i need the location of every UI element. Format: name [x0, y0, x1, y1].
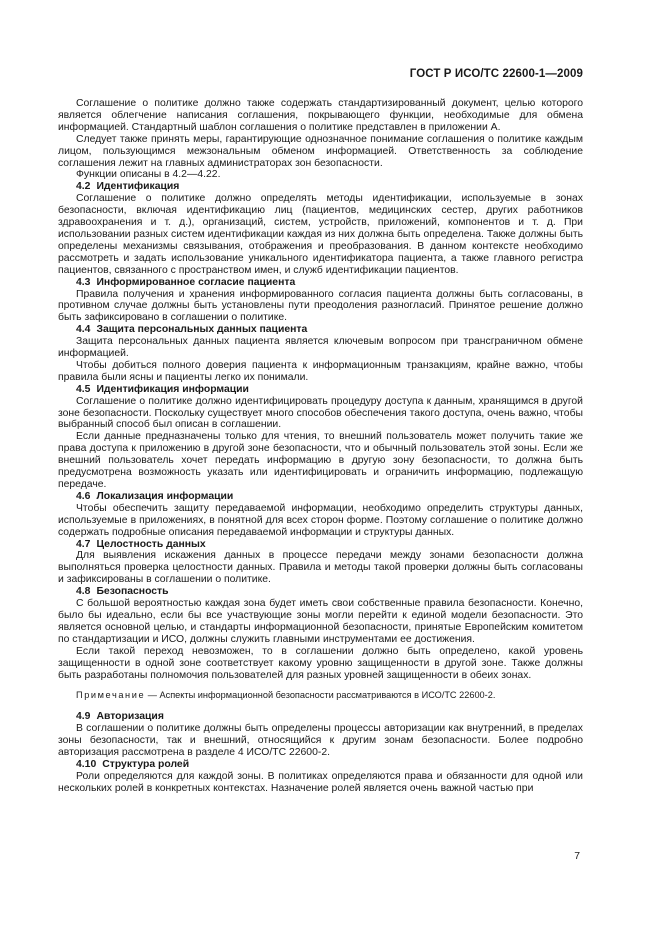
- paragraph: Роли определяются для каждой зоны. В политиках определяются права и обязанности для одной или нескольких ролей в конкретных контекстах. Назначение ролей является очень важной частью при: [58, 770, 583, 794]
- note-label: Примечание: [76, 690, 146, 701]
- section-number: 4.4: [76, 324, 91, 336]
- section-number: 4.2: [76, 181, 91, 193]
- paragraph: С большой вероятностью каждая зона будет иметь свои собственные правила безопасности. Конечно, было бы идеально, если бы все участвующие зоны могли перейти к единой модели безопасности. Это является основной целью, и стандарты информационной безопасности, принятые Европейским комитетом по стандартизации и ИСО, должны служить главными инструментами ее достижения.: [58, 598, 583, 645]
- note: [58, 690, 583, 701]
- paragraph: Если данные предназначены только для чтения, то внешний пользователь может получить такие же права доступа к приложению в другой зоне безопасности, что и обычный пользователь этой зоны. Если же внешний пользователь хочет передать информацию в другую зону безопасности, то должна быть предусмотрена возможность указать или идентифицировать и ограничить информацию, подлежащую передаче.: [58, 431, 583, 490]
- section-number: 4.5: [76, 383, 91, 395]
- section-number: 4.8: [76, 586, 91, 598]
- paragraph: Соглашение о политике должно идентифицировать процедуру доступа к данным, хранящимся в другой зоне безопасности. Поскольку существует много способов обеспечения такого доступа, очень важно, чтобы выбранный способ был описан в соглашении.: [58, 395, 583, 431]
- section-title: Информированное согласие пациента: [96, 276, 296, 288]
- section-heading: [58, 384, 583, 396]
- section-title: Защита персональных данных пациента: [96, 324, 308, 336]
- section-heading: [58, 586, 583, 598]
- paragraph: Правила получения и хранения информированного согласия пациента должны быть согласованы, в противном случае должны быть установлены пути преодоления разногласий. Принятое решение должно быть зафиксировано в соглашении о политике.: [58, 288, 583, 324]
- paragraph: Соглашение о политике должно определять методы идентификации, используемые в зонах безопасности, включая идентификацию лиц (пациентов, медицинских сестер, других работников здравоохранения и т. д.), организаций, систем, устройств, приложений, компонентов и т. д. При использовании разных систем идентификации каждая из них должна быть определена. Также должны быть определены механизмы связывания, отображения и преобразования. В данном контексте необходимо рассмотреть и задать использование уникального идентификатора пациента, а также главного регистра пациентов, связанного с пространством имен, и служб идентификации пациентов.: [58, 193, 583, 276]
- section-heading: [58, 491, 583, 503]
- section-heading: [58, 759, 583, 771]
- paragraph: В соглашении о политике должны быть определены процессы авторизации как внутренний, в пределах зоны безопасности, так и внешний, относящийся к другим зонам безопасности. Более подробно авторизация рассмотрена в разделе 4 ИСО/ТС 22600-2.: [58, 723, 583, 759]
- section-title: Идентификация информации: [96, 383, 249, 395]
- section-heading: [58, 277, 583, 289]
- section-number: 4.3: [76, 276, 91, 288]
- section-number: 4.9: [76, 711, 91, 723]
- section-title: Идентификация: [96, 181, 180, 193]
- section-number: 4.7: [76, 538, 91, 550]
- section-title: Структура ролей: [102, 759, 190, 771]
- section-title: Целостность данных: [96, 538, 206, 550]
- note-text: — Аспекты информационной безопасности рассматриваются в ИСО/ТС 22600-2.: [147, 690, 496, 701]
- paragraph: Чтобы добиться полного доверия пациента к информационным транзакциям, крайне важно, чтобы правила были ясны и пациенты легко их понимали.: [58, 359, 583, 383]
- section-title: Авторизация: [96, 711, 164, 723]
- document-body: [58, 98, 583, 795]
- section-heading: [58, 711, 583, 723]
- paragraph: Для выявления искажения данных в процессе передачи между зонами безопасности должна выполняться проверка целостности данных. Правила и методы такой проверки должны быть согласованы и зафиксированы в соглашении о политике.: [58, 550, 583, 586]
- paragraph: Защита персональных данных пациента является ключевым вопросом при трансграничном обмене информацией.: [58, 336, 583, 360]
- page-number: 7: [574, 851, 580, 862]
- section-heading: [58, 324, 583, 336]
- section-number: 4.6: [76, 490, 91, 502]
- paragraph: Чтобы обеспечить защиту передаваемой информации, необходимо определить структуры данных, используемые в приложениях, в понятной для всех сторон форме. Поэтому соглашение о политике должно содержать подробные описания передаваемой информации и структуры данных.: [58, 502, 583, 538]
- section-number: 4.10: [76, 759, 97, 771]
- section-heading: [58, 181, 583, 193]
- section-heading: [58, 539, 583, 551]
- paragraph: Соглашение о политике должно также содержать стандартизированный документ, целью которого является облегчение написания соглашения, покрывающего функции, необходимые для обмена информацией. Стандартный шаблон соглашения о политике представлен в приложении А.: [58, 98, 583, 133]
- paragraph: Следует также принять меры, гарантирующие однозначное понимание соглашения о политике каждым лицом, пользующимся межзональным обменом информацией. Ответственность за соблюдение соглашения лежит на главных администраторах зон безопасности.: [58, 133, 583, 169]
- paragraph: Функции описаны в 4.2—4.22.: [76, 169, 221, 181]
- section-title: Локализация информации: [96, 490, 234, 502]
- section-title: Безопасность: [96, 586, 169, 598]
- paragraph: Если такой переход невозможен, то в соглашении должно быть определено, какой уровень защищенности в одной зоне соответствует какому уровню защищенности в другой зоне. Также должны быть разработаны полномочия пользователей для разных уровней защищенности в обеих зонах.: [58, 645, 583, 681]
- document-header: ГОСТ Р ИСО/ТС 22600-1—2009: [409, 68, 583, 80]
